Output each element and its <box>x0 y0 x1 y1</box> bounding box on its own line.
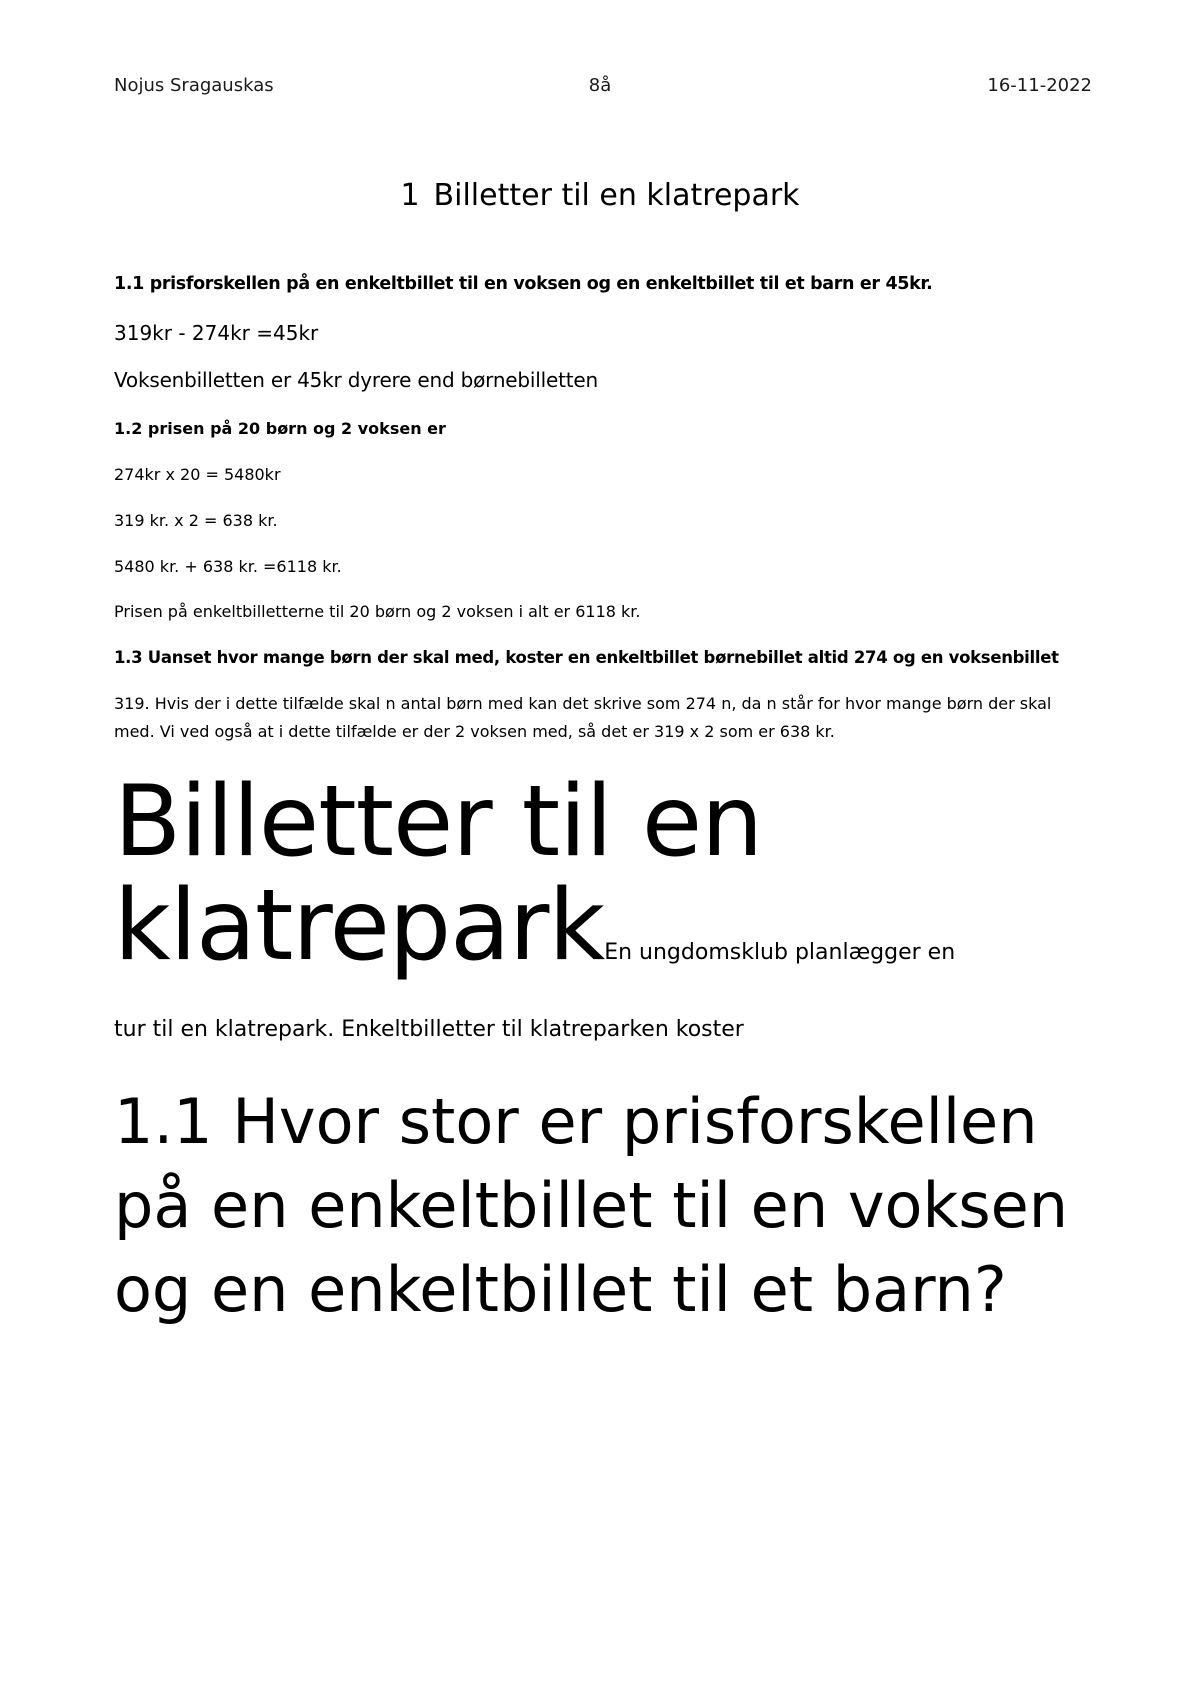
assignment-title-line-1: Billetter til en <box>114 765 763 879</box>
task-1-2-conclusion: Prisen på enkeltbilletterne til 20 børn og 2 voksen i alt er 6118 kr. <box>114 602 641 621</box>
assignment-intro-part-1: En ungdomsklub planlægger en <box>604 940 956 965</box>
assignment-intro-part-2: tur til en klatrepark. Enkeltbilletter til klatreparken koster <box>114 1017 744 1042</box>
header-class: 8å <box>588 75 612 96</box>
task-1-1-answer-heading: 1.1 prisforskellen på en enkeltbillet til en voksen og en enkeltbillet til et barn er 45kr. <box>114 274 933 294</box>
assignment-title-line-2: klatrepark <box>114 869 605 983</box>
task-1-2-calculation-2: 319 kr. x 2 = 638 kr. <box>114 511 278 530</box>
section-title <box>0 178 1200 213</box>
task-1-3-heading: 1.3 Uanset hvor mange børn der skal med, koster en enkeltbillet børnebillet altid 274 og en voksenbillet <box>114 648 1059 667</box>
assignment-title <box>114 765 1094 983</box>
task-1-2-calculation-1: 274kr x 20 = 5480kr <box>114 465 281 484</box>
task-1-1-calculation: 319kr - 274kr =45kr <box>114 321 319 345</box>
question-1-1-heading: 1.1 Hvor stor er prisforskellen på en enkeltbillet til en voksen og en enkeltbillet til et barn? <box>114 1085 1069 1326</box>
task-1-1-conclusion: Voksenbilletten er 45kr dyrere end børnebilletten <box>114 368 598 392</box>
task-1-2-calculation-3: 5480 kr. + 638 kr. =6118 kr. <box>114 557 342 576</box>
task-1-2-heading: 1.2 prisen på 20 børn og 2 voksen er <box>114 419 446 438</box>
header-author: Nojus Sragauskas <box>114 75 274 96</box>
section-title-text: Billetter til en klatrepark <box>433 178 800 213</box>
section-number: 1 <box>400 178 420 213</box>
task-1-3-paragraph: 319. Hvis der i dette tilfælde skal n antal børn med kan det skrive som 274 n, da n står for hvor mange børn der skal med. Vi ved også at i dette tilfælde er der 2 voksen med, så det er 319 x 2 som er 638 kr. <box>114 694 1052 741</box>
header-date: 16-11-2022 <box>987 75 1092 96</box>
